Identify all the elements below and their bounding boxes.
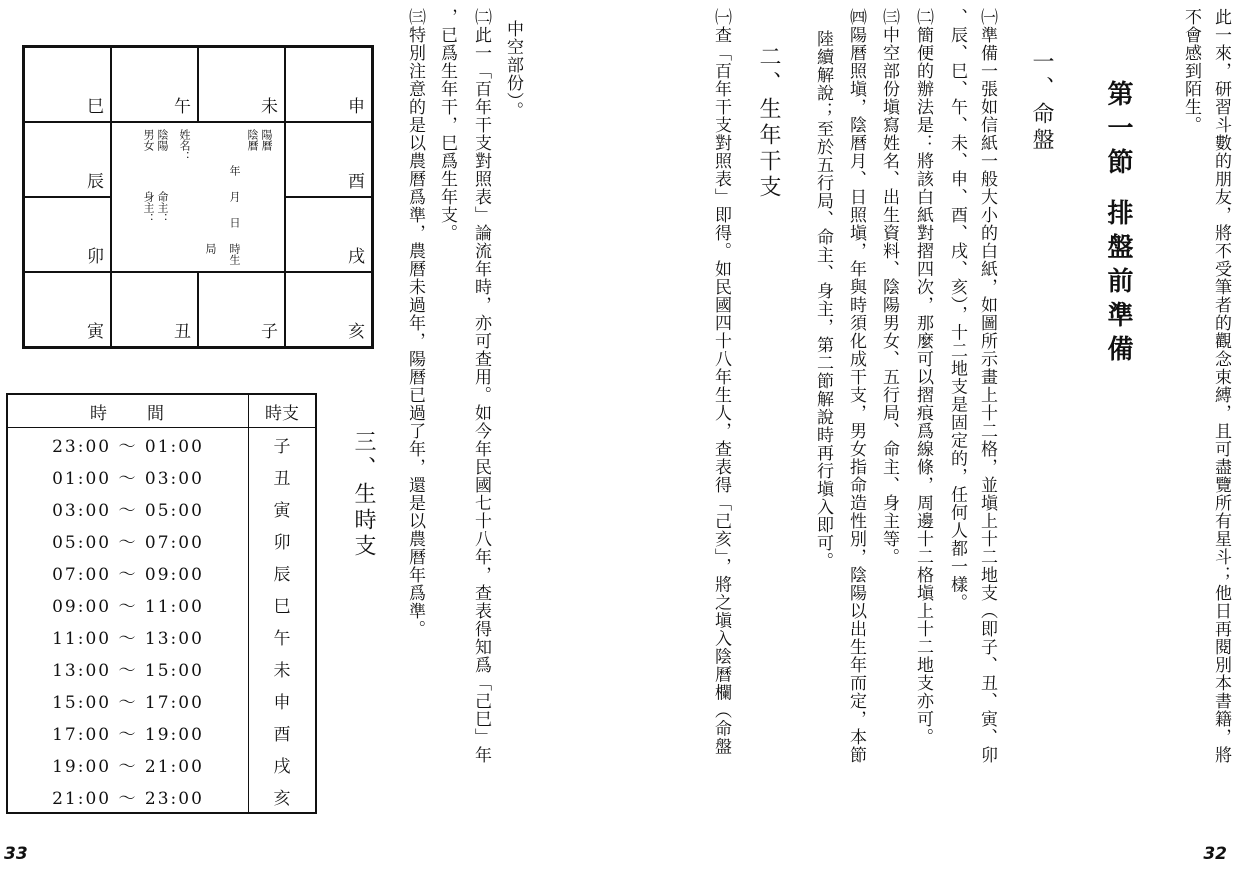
table-row — [7, 588, 316, 620]
chart-cell-wu: 午 — [111, 47, 198, 122]
branch-cell: 辰 — [249, 556, 317, 588]
branch-cell: 午 — [249, 620, 317, 652]
time-range: 19:00 ～ 21:00 — [52, 756, 204, 777]
header-time: 時 間 — [7, 394, 249, 428]
chart-cell-yin: 寅 — [24, 272, 111, 347]
time-range: 13:00 ～ 15:00 — [52, 660, 204, 681]
solar-label: 陽曆 — [260, 129, 273, 151]
name-label: 姓名： — [178, 129, 191, 162]
chart-cell-zi: 子 — [198, 272, 285, 347]
text-column-5: ㈠準備一張如信紙一般大小的白紙，如圖所示畫上十二格，並塡上十二地支（即子、丑、寅、卯 — [977, 8, 997, 764]
time-range: 09:00 ～ 11:00 — [52, 596, 204, 617]
chart-cell-chen: 辰 — [24, 122, 111, 197]
heading-birth-hour: 三、生時支 — [351, 430, 376, 560]
table-header-row — [7, 394, 316, 428]
chart-cell-mao: 卯 — [24, 197, 111, 272]
table-row — [7, 780, 316, 813]
hour-label: 時生 — [228, 243, 241, 265]
chart-cell-si: 巳 — [24, 47, 111, 122]
branch-cell: 亥 — [249, 780, 317, 813]
table-row — [7, 748, 316, 780]
branch-cell: 寅 — [249, 492, 317, 524]
chart-cell-wei: 未 — [198, 47, 285, 122]
text-column-1: 此一來，研習斗數的朋友，將不受筆者的觀念束縛，且可盡覽所有星斗；他日再閱別本書籍，將 — [1211, 8, 1231, 764]
table-row — [7, 492, 316, 524]
chart-cell-xu: 戌 — [285, 197, 372, 272]
text-column-6: 、辰、巳、午、未、申、酉、戌、亥），十二地支是固定的，任何人都一樣。 — [947, 8, 967, 612]
branch-cell: 申 — [249, 684, 317, 716]
time-range: 21:00 ～ 23:00 — [52, 788, 204, 809]
chart-cell-chou: 丑 — [111, 272, 198, 347]
branch-cell: 子 — [249, 428, 317, 461]
time-range: 17:00 ～ 19:00 — [52, 724, 204, 745]
branch-cell: 丑 — [249, 460, 317, 492]
page-number-right: 32 — [1203, 844, 1227, 864]
text-column-15: ，已爲生年干，巳爲生年支。 — [437, 8, 457, 242]
branch-cell: 卯 — [249, 524, 317, 556]
table-row — [7, 652, 316, 684]
branch-cell: 戌 — [249, 748, 317, 780]
branch-cell: 未 — [249, 652, 317, 684]
text-column-8: ㈢中空部份塡寫姓名、出生資料、陰陽男女、五行局、命主、身主等。 — [879, 8, 899, 566]
month-label: 月 — [228, 191, 241, 202]
ju-label: 局 — [204, 243, 217, 254]
text-column-7: ㈡簡便的辦法是：將該白紙對摺四次，那麼可以摺痕爲線條，周邊十二格塡上十二地支亦可。 — [913, 8, 933, 746]
chart-center — [111, 122, 285, 272]
time-range: 03:00 ～ 05:00 — [52, 500, 204, 521]
time-range: 23:00 ～ 01:00 — [52, 436, 204, 457]
year-label: 年 — [228, 165, 241, 176]
text-column-9: ㈣陽曆照塡，陰曆月、日照塡，年與時須化成干支，男女指命造性別，陰陽以出生年而定，本節 — [846, 8, 866, 764]
text-column-14: ㈡此一「百年干支對照表」論流年時，亦可查用。如今年民國七十八年，查表得知爲「己巳」年 — [471, 8, 491, 764]
table-row — [7, 684, 316, 716]
table-row — [7, 428, 316, 461]
time-range: 05:00 ～ 07:00 — [52, 532, 204, 553]
time-range: 01:00 ～ 03:00 — [52, 468, 204, 489]
time-range: 15:00 ～ 17:00 — [52, 692, 204, 713]
section-title-1: 第一節 排盤前準備 — [1103, 80, 1133, 370]
table-row — [7, 556, 316, 588]
time-range: 07:00 ～ 09:00 — [52, 564, 204, 585]
text-column-16: ㈢特別注意的是以農曆爲準，農曆未過年，陽曆已過了年，還是以農曆年爲準。 — [405, 8, 425, 638]
table-row — [7, 620, 316, 652]
ming-zhu-label: 命主： — [156, 191, 169, 224]
branch-cell: 酉 — [249, 716, 317, 748]
table-row — [7, 524, 316, 556]
shen-zhu-label: 身主： — [142, 191, 155, 224]
ming-pan-chart — [22, 45, 374, 349]
text-column-10: 陸續解說；至於五行局、命主、身主，第二節解說時再行塡入即可。 — [813, 30, 833, 570]
heading-birth-year: 二、生年干支 — [756, 45, 781, 201]
chart-cell-shen: 申 — [285, 47, 372, 122]
branch-cell: 巳 — [249, 588, 317, 620]
chart-cell-you: 酉 — [285, 122, 372, 197]
yinyang-label: 陰陽 — [156, 129, 169, 151]
day-label: 日 — [228, 217, 241, 228]
page-number-left: 33 — [4, 844, 28, 864]
time-table — [6, 393, 317, 814]
text-column-12: ㈠查「百年干支對照表」即得。如民國四十八年生人，查表得「己亥」，將之塡入陰曆欄（命盤 — [711, 8, 731, 756]
table-row — [7, 460, 316, 492]
lunar-label: 陰曆 — [246, 129, 259, 151]
time-range: 11:00 ～ 13:00 — [52, 628, 204, 649]
text-column-2: 不會感到陌生。 — [1181, 8, 1201, 134]
heading-ming-pan: 一、命盤 — [1029, 50, 1054, 154]
header-branch: 時支 — [249, 394, 317, 428]
text-column-13: 中空部份）。 — [503, 20, 523, 120]
chart-cell-hai: 亥 — [285, 272, 372, 347]
gender-label: 男女 — [142, 129, 155, 151]
table-row — [7, 716, 316, 748]
